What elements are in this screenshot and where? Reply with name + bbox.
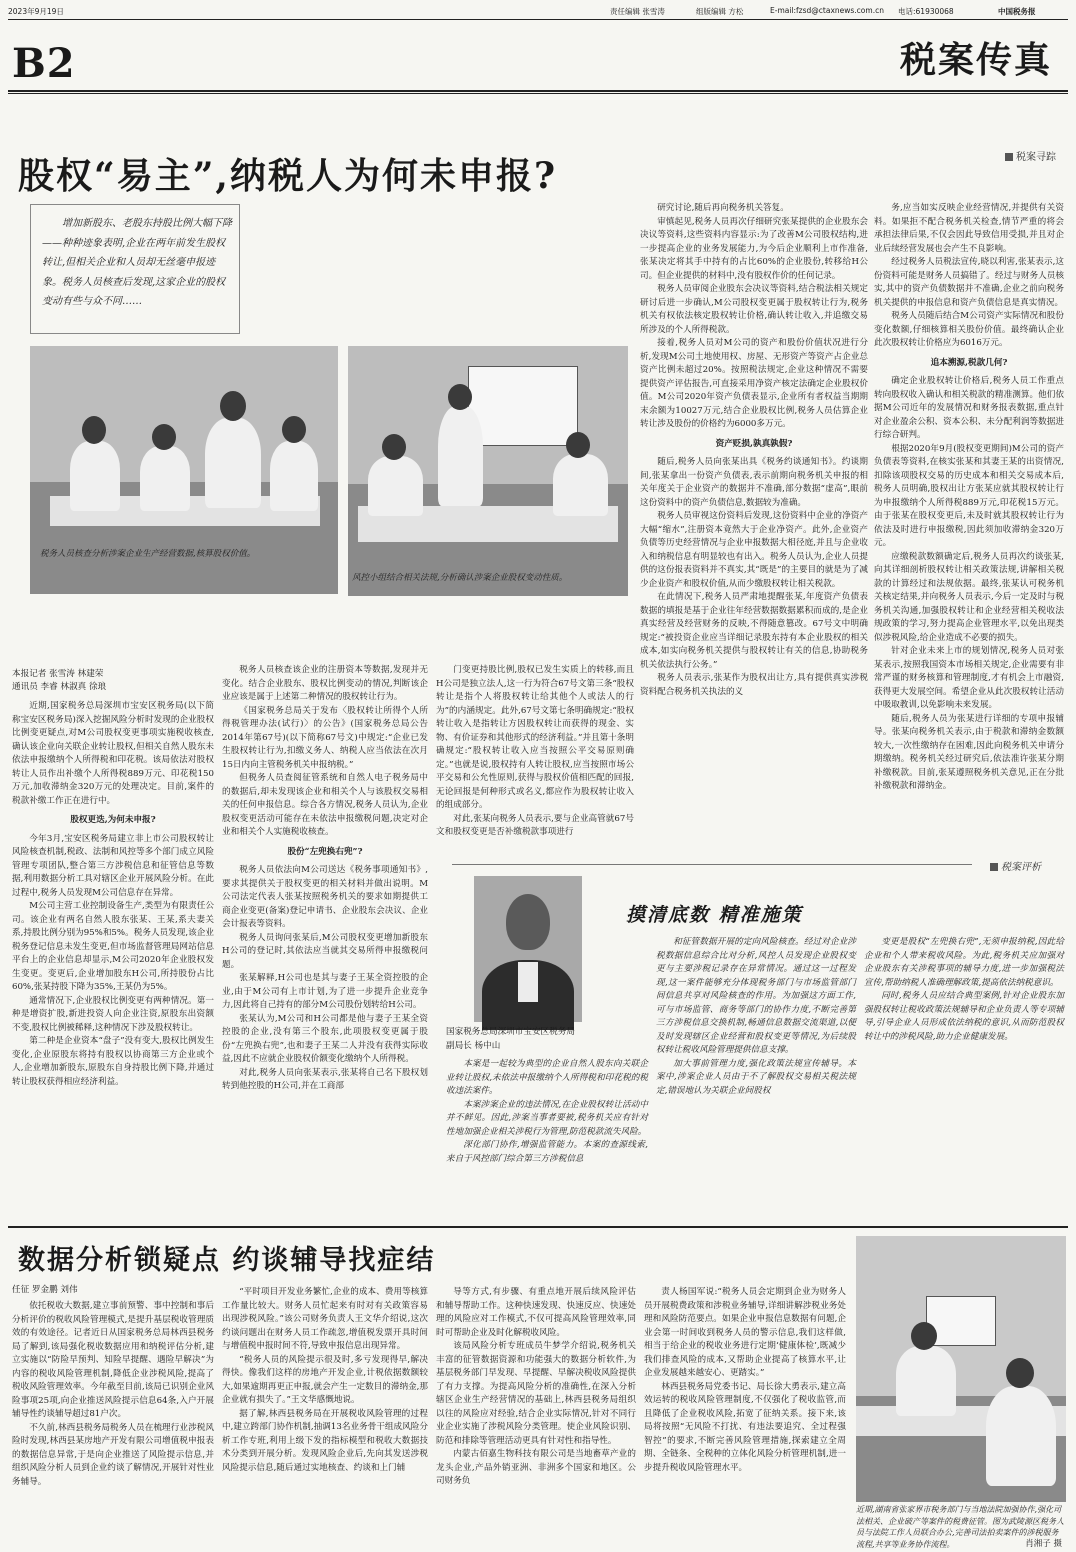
commentary-column-2 — [656, 936, 856, 1220]
photo-court-collaboration — [856, 1236, 1066, 1502]
paragraph: 责人杨国军说:“税务人员会定期到企业为财务人员开展税费政策和涉税业务辅导,详细讲解涉税业务处理和风险防范要点。如果企业申报信息数据有问题,企业会第一时间收到税务人员的警示信息,我们这样做,相当于给企业的税收业务进行定期‘健康体检’,既减少我们排查风险的成本,又帮助企业提高了核算水平,让企业发展越来越安心、更踏实。” — [644, 1287, 846, 1378]
paragraph: 门变更持股比例,股权已发生实质上的转移,而且H公司是独立法人,这一行为符合67号文第三条“股权转让是指个人将股权转让给其他个人或法人的行为”的内涵规定。此外,67号文第七条明确规定:“股权转让收入是指转让方因股权转让而获得的现金、实物、有价证券和其他形式的经济利益。”并且第十条明确规定:“股权转让收入应当按照公平交易原则确定。”也就是说,股权持有人转让股权,应当按照市场公平交易和公允性原则,获得与股权价值相匹配的回报,无论回报是何种形式或名义,都应作为股权转让收入的组成部分。 — [436, 665, 634, 810]
paragraph: 接着,税务人员对M公司的资产和股份价值状况进行分析,发现M公司土地使用权、房屋、无形资产等资产占企业总资产比例未超过20%。按照税法规定,企业这种情况不需要提供资产评估报告,可直接采用净资产核定法确定企业股权价值。M公司2020年资产负债表显示,企业所有者权益当期期末余额为10027万元,结合企业股权比例,税务人员估算企业转让涉及股份的价格约为6000多万元。 — [640, 338, 868, 429]
paragraph: 对此,税务人员向张某表示,张某将自己名下股权划转到他控股的H公司,并在工商部 — [222, 1067, 428, 1091]
photo-caption-1: 税务人员核查分析涉案企业生产经营数据,核算股权价值。 — [40, 549, 256, 559]
lead-byline-correspondents: 通讯员 李睿 林淑真 徐琅 — [12, 682, 107, 692]
paragraph: 张某认为,M公司和H公司都是他与妻子王某全资控股的企业,没有第三个股东,此项股权变更属于股份“左兜换右兜”,也和妻子王某二人并没有获得实际收益,因此不应就企业股权价额变化缴纳个人所得税。 — [222, 1013, 428, 1064]
paragraph: 税务人员询问张某后,M公司股权变更增加新股东H公司的登记时,其依法应当就其交易所得申报缴税问题。 — [222, 932, 428, 970]
paper-name: 中国税务报 — [998, 7, 1036, 16]
subheading: 股份“左兜换右兜”? — [287, 846, 363, 857]
paragraph: 税务人员表示,张某作为股权出让方,具有提供真实涉税资料配合税务机关执法的义 — [640, 673, 868, 697]
contact-email: E-mail:fzsd@ctaxnews.com.cn — [770, 6, 884, 15]
author-unit: 国家税务总局深圳市宝安区税务局 — [446, 1027, 575, 1037]
commentary-tag: 税案评析 — [990, 858, 1041, 873]
paragraph: 今年3月,宝安区税务局建立非上市公司股权转让风险核查机制,税政、法制和风控等多个部门成立风险管理专项团队,整合第三方涉税信息和征管信息等数据,利用数据分析工具对辖区企业开展风险分析。在此过程中,税务人员发现M公司信息存在异常。 — [12, 833, 214, 898]
paragraph: 近期,国家税务总局深圳市宝安区税务局(以下简称宝安区税务局)深入挖掘风险分析时发现的企业股权比例变更疑点,对M公司股权变更事项实施税收核查,确认该企业向关联企业转让股权,但相关自然人股东未依法申报缴纳个人所得税和印花税。该局依法对股权转让人员作出补缴个人所得税889万元、印花税150万元,加收滞纳金320万元的处理决定。目前,案件的税款补缴工作正在进行中。 — [12, 701, 214, 806]
paragraph: 依托税收大数据,建立事前预警、事中控制和事后分析评价的税收风险管理模式,是提升基层税收管理质效的有效途径。记者近日从国家税务总局林西县税务局了解到,该局强化税收数据应用和纳税评估分析,建立实施以“防险早预判、知险早提醒、遇险早解决”为内容的税收风险管理机制,降低企业涉税风险,提高了税收风险管理效率。今年截至目前,该局已识别企业风险事项25项,向企业推送风险提示信息64条,入户开展辅导性约谈辅导超过81户次。 — [12, 1301, 214, 1419]
paragraph: 税务人员核查该企业的注册资本等数据,发现并无变化。结合企业股东、股权比例变动的情况,判断该企业应该是属于上述第二种情况的股权转让行为。 — [222, 665, 428, 702]
second-column-3 — [436, 1286, 636, 1544]
paragraph: 本案是一起较为典型的企业自然人股东向关联企业转让股权,未依法申报缴纳个人所得税和印花税的税收违法案件。 — [446, 1059, 648, 1096]
lead-headline: 股权“易主”,纳税人为何未申报? — [18, 155, 558, 197]
paragraph: 第二种是企业资本“盘子”没有变大,股权比例发生变化,企业原股东将持有股权以协商第三方企业或个人,企业增加新股东,原股东自身持股比例下降,并通过转让股权获得相应经济利益。 — [12, 1036, 214, 1087]
paragraph: 加大事前管理力度,强化政策法规宣传辅导。本案中,涉案企业人员由于不了解股权交易相关税法规定,错误地认为关联企业间股权 — [656, 1058, 856, 1096]
lead-column-4 — [640, 202, 868, 697]
paragraph: 导等方式,有步骤、有重点地开展后续风险评估和辅导帮助工作。这种快速发现、快速反应、快速处理的风险应对工作模式,不仅可提高风险管理效率,同时可帮助企业及时化解税收风险。 — [436, 1287, 636, 1338]
paragraph: 《国家税务总局关于发布〈股权转让所得个人所得税管理办法(试行)〉的公告》(国家税务总局公告2014年第67号)(以下简称67号文)中规定:“企业已发生股权转让行为,扣缴义务人、纳税人应当依法在次月15日内向主管税务机关申报纳税。” — [222, 705, 428, 770]
paragraph: 林西县税务局党委书记、局长徐大勇表示,建立高效运转的税收风险管理制度,不仅强化了税收监管,而且降低了企业税收风险,拓宽了征纳关系。接下来,该局将按照“无风险不打扰、有违法要追究、全过程强智控”的要求,不断完善风险管理措施,探索建立全周期、全链条、全税种的立体化风险分析管理机制,进一步提升税收风险管理水平。 — [644, 1381, 846, 1473]
lead-column-5 — [874, 202, 1064, 860]
author-name: 副局长 杨中山 — [446, 1041, 501, 1051]
commentary-column-3 — [864, 936, 1064, 1220]
subheading: 追本溯源,税款几何? — [930, 357, 1008, 368]
paragraph: 但税务人员查阅征管系统和自然人电子税务局中的数据后,却未发现该企业和相关个人与该股权交易相关的任何申报信息。综合各方情况,税务人员认为,企业股权变更活动可能存在未依法申报缴税问题,决定对企业和相关个人实施税收核查。 — [222, 773, 428, 837]
paragraph: 本案涉案企业的违法情况,在企业股权转让活动中并不鲜见。因此,涉案当事者要被,税务机关应有针对性地加强企业相关涉税行为管理,防范税款流失风险。 — [446, 1099, 648, 1137]
paragraph: 税务人员审阅企业股东会决议等资料,结合税法相关规定研讨后进一步确认,M公司股权变更属于股权转让行为,税务机关有权依法核定股权转让价格,确认转让收入,并追缴交易所涉及的个人所得税款。 — [640, 284, 868, 335]
header-rule-thin — [8, 93, 1068, 94]
paragraph: 税务人员依法向M公司送达《税务事项通知书》,要求其提供关于股权变更的相关材料并做出说明。M公司法定代表人张某按照税务机关的要求如期提供工商企业变更(备案)登记申请书、企业股东会决议、企业会计报表等资料。 — [222, 865, 428, 929]
paragraph: 该局风险分析专班成员牛梦学介绍说,税务机关丰富的征管数据资源和功能强大的数据分析软件,为基层税务部门早发现、早提醒、早解决税收风险提供了有力支撑。为提高风险分析的准确性,在深入分析辖区企业生产经营情况的基础上,林西县税务局组织以往的风险应对经验,结合企业实际情况,针对不同行业企业实施了涉税风险分类管理。使企业风险识别、防范和排除等管理活动更具有针对性和指导性。 — [436, 1341, 636, 1446]
paragraph: 确定企业股权转让价格后,税务人员工作重点转向股权收入确认和相关税款的精准测算。他们依据M公司近年的发展情况和财务报表数据,重点针对企业盈余公积、资本公积、未分配利润等数据进行综合研判。 — [874, 376, 1064, 440]
lead-column-1 — [12, 700, 214, 1220]
editor-credit: 责任编辑 张雪涛 — [610, 7, 665, 16]
paragraph: 税务人员审视这份资料后发现,这份资料中企业的净资产大幅“缩水”,注册资本竟然大于企业净资产。此外,企业资产负债等历史经营情况与企业申报数据大相径庭,并且与企业收入和纳税信息有明显较也有出入。税务人员认为,企业人员提供的这份报表资料并不真实,其“既是”的主要目的就是为了减少企业资产和股权价值,从而少缴股权转让相关税款。 — [640, 511, 868, 589]
story-divider — [8, 1226, 1068, 1228]
paragraph: 在此情况下,税务人员严肃地提醒张某,年度资产负债表数据的填报是基于企业往年经营数据数据累积而成的,是企业真实经营及经营财务的反映,不得随意篡改。67号文中明确规定:“被投资企业应当详细记录股东持有本企业股权的相关成本,如实向税务机关提供与股权转让有关的信息,协助税务机关依法执行公务。” — [640, 592, 868, 670]
second-column-4 — [644, 1286, 846, 1544]
lead-column-2 — [222, 664, 428, 1220]
commentary-headline: 摸清底数 精准施策 — [626, 904, 803, 926]
paragraph: 据了解,林西县税务局在开展税收风险管理的过程中,建立跨部门协作机制,抽调13名业务骨干组成风险分析工作专班,利用上级下发的指标模型和税收大数据技术分类到开展分析。发现风险企业后,先向其发送涉税风险提示信息,随后通过实地核查、约谈和上门辅 — [222, 1408, 428, 1473]
paragraph: “税务人员的风险提示很及时,多亏发现得早,解决得快。像我们这样的房地产开发企业,计税依据数额较大,如果逾期再更正申报,就会产生一定数目的滞纳金,那企业就有损失了。”王文华感慨地说。 — [222, 1354, 428, 1405]
header-rule — [8, 90, 1068, 92]
paragraph: 不久前,林西县税务局税务人员在梳理行业涉税风险时发现,林西县某房地产开发有限公司增值税申报表的数据信息异常,于是向企业推送了风险提示信息,并组织风险分析人员到企业约谈了解情况,开展针对性业务辅导。 — [12, 1422, 214, 1487]
paragraph: 同时,税务人员应结合典型案例,针对企业股东加强股权转让税收政策法规辅导和企业负责人等专项辅导,引导企业人员形成依法纳税的意识,从而防范股权转让中的涉税风险,助力企业健康发展。 — [864, 991, 1064, 1042]
page-number: B2 — [12, 40, 76, 87]
lead-intro: 增加新股东、老股东持股比例大幅下降——种种迹象表明,企业在两年前发生股权转让,但相关企业和人员却无丝毫申报迹象。税务人员核查后发现,这家企业的股权变动有些与众不同…… — [42, 218, 232, 307]
paragraph: 应缴税款数额确定后,税务人员再次约谈张某,向其详细剖析股权转让相关政策法规,讲解相关税款的计算经过和法规依据。最终,张某认可税务机关核定结果,并向税务人员表示,今后一定及时与税务机关沟通,加强股权转让和企业经营相关税收法规政策的学习,努力提高企业管理水平,以免出现类似涉税风险,给企业造成不必要的损失。 — [874, 551, 1064, 643]
paragraph: 针对企业未来上市的规划情况,税务人员对张某表示,按照我国资本市场相关规定,企业需要有非常严谨的财务核算和管理制度,才有机会上市融资,获得更大发展空间。希望企业从此次股权转让活动中吸取教训,以免影响未来发展。 — [874, 646, 1064, 710]
paragraph: 根据2020年9月(股权变更期间)M公司的资产负债表等资料,在核实张某和其妻王某的出资情况,扣除该项股权交易的历史成本和相关交易成本后,税务人员明确,股权出让方张某应就其股权转让行为申报缴纳个人所得税889万元,印花税15万元。由于张某在股权变更后,未及时就其股权转让行为依法及时进行申报缴税,因此须加收滞纳金320万元。 — [874, 443, 1064, 548]
masthead-bar — [8, 4, 1068, 18]
subheading: 资产贬损,孰真孰假? — [715, 438, 793, 449]
paragraph: 税务人员随后结合M公司资产实际情况和股份变化数额,仔细核算相关股份价值。最终确认企业此次股权转让价格应为6016万元。 — [874, 311, 1064, 348]
photo-caption-2: 风控小组结合相关法规,分析确认涉案企业股权变动性质。 — [352, 573, 568, 583]
paragraph: 随后,税务人员为张某进行详细的专项申报辅导。张某向税务机关表示,由于税款和滞纳金数额较大,一次性缴纳存在困难,因此向税务机关申请分期缴纳。税务机关经过研究后,依法准许张某分期补缴税款。目前,张某遵照税务机关意见,正在分批补缴税款和滞纳金。 — [874, 713, 1064, 791]
second-column-2 — [222, 1286, 428, 1544]
paragraph: 张某解释,H公司也是其与妻子王某全资控股的企业,由于M公司有上市计划,为了进一步提升企业竞争力,因此将自己持有的部分M公司股份划转给H公司。 — [222, 973, 428, 1010]
lead-column-3 — [436, 664, 634, 860]
photo-credit: 肖湘子 摄 — [1025, 1539, 1062, 1549]
paragraph: 深化部门协作,增强监管能力。本案的查源线索,来自于风控部门综合第三方涉税信息 — [446, 1140, 648, 1164]
author-portrait — [474, 876, 582, 1022]
paragraph: 通常情况下,企业股权比例变更有两种情况。第一种是增资扩股,新进投资人向企业注资,原股东出资额不变,股权比例被稀释,这种情况下涉及股权转让。 — [12, 995, 214, 1033]
photo-caption-3: 近期,湖南省张家界市税务部门与当地法院加强协作,强化司法相关、企业破产等案件的税费征管。图为武陵源区税务人员与法院工作人员联合办公,完善司法拍卖案件的涉税服务流程,共享等业务协作流程。 — [856, 1505, 1064, 1549]
paragraph: 内蒙古佰嘉生物科技有限公司是当地畜草产业的龙头企业,产品外销亚洲、非洲多个国家和地区。公司财务负 — [436, 1449, 636, 1486]
paragraph: 和征管数据开展的定向风险核查。经过对企业涉税数据信息综合比对分析,风控人员发现企业股权变更与主要涉税记录存在异常情况。通过这一过程发现,这一案件能够充分体现税务部门与市场监管部门间信息共享对风险核查的作用。为加强这方面工作,可与市场监管、商务等部门的协作力度,不断完善第三方涉税信息交换机制,畅通信息数据交流渠道,以便及时发现辖区企业经营和股权变更等情况,为后续股权转让税收风险管理提供信息支撑。 — [656, 937, 856, 1055]
paragraph: 审慎起见,税务人员再次仔细研究张某提供的企业股东会决议等资料,这些资料内容显示:为了改善M公司股权结构,进一步提高企业的业务发展能力,为今后企业顺利上市作准备,张某决定将其手中持有的占比60%的企业股份,转移给H公司。但企业提供的材料中,没有股权作价的任何记录。 — [640, 216, 868, 281]
photo-risk-team — [348, 346, 628, 596]
second-column-1 — [12, 1300, 214, 1544]
paragraph: M公司主营工业控制设备生产,类型为有限责任公司。该企业有两名自然人股东张某、王某,系夫妻关系,持股比例分别为95%和5%。税务人员发现,该企业税务登记信息未发生变更,但市场监督管理局网站信息平台上的企业信息却显示,M公司2020年企业股权发生变更。变更后,企业增加股东H公司,所持股份占比60%,张某持股下降为35%,王某仍为5%。 — [12, 901, 214, 992]
second-headline: 数据分析锁疑点 约谈辅导找症结 — [18, 1245, 436, 1276]
layout-editor-credit: 组版编辑 方松 — [696, 7, 744, 16]
commentary-column-1 — [446, 1058, 648, 1220]
commentary-rule — [452, 864, 972, 865]
paragraph: 务,应当如实反映企业经营情况,并提供有关资料。如果拒不配合税务机关检查,情节严重的将会承担法律后果,不仅会因此导致信用受损,并且对企业后续经营发展也会产生不良影响。 — [874, 203, 1064, 254]
subheading: 股权更迭,为何未申报? — [70, 815, 156, 825]
paragraph: “平时项目开发业务繁忙,企业的成本、费用等核算工作量比较大。财务人员忙起来有时对有关政策容易出现涉税风险。”该公司财务负责人王文华介绍说,这次约谈问题出在财务人员工作疏忽,增值税发票开具时间与增值税申报时间不符,导致申报信息出现异常。 — [222, 1287, 428, 1351]
paragraph: 随后,税务人员向张某出具《税务约谈通知书》。约谈期间,张某拿出一份资产负债表,表示前期向税务机关申报的相关年度关于企业资产的数据并不准确,部分数据“虚高”,眼前这份资料中的资产负债信息,数据较为准确。 — [640, 457, 868, 508]
contact-phone: 电话:61930068 — [898, 7, 954, 16]
lead-byline-reporter: 本报记者 张雪涛 林建荣 — [12, 669, 104, 679]
second-byline: 任征 罗金鹏 刘伟 — [12, 1285, 78, 1295]
top-rule — [8, 19, 1068, 20]
paragraph: 对此,张某向税务人员表示,要与企业高管就67号文和股权变更是否补缴税款事项进行 — [436, 813, 634, 837]
paragraph: 研究讨论,随后再向税务机关答复。 — [657, 203, 789, 213]
issue-date: 2023年9月19日 — [8, 7, 64, 16]
column-tag: 税案寻踪 — [1005, 148, 1056, 163]
paragraph: 经过税务人员税法宣传,晓以利害,张某表示,这份资料可能是财务人员搞错了。经过与财务人员核实,其中的资产负债数据并不准确,企业之前向税务机关提供的申报信息和资产负债信息是真实情况。 — [874, 257, 1064, 308]
paragraph: 变更是股权“左兜换右兜”,无须申报纳税,因此给企业和个人带来税收风险。为此,税务机关应加强对企业股东有关涉税事项的辅导力度,进一步加强税法宣传,帮助纳税人准确理解政策,提高依法纳税意识。 — [864, 937, 1064, 988]
section-title: 税案传真 — [899, 39, 1052, 81]
